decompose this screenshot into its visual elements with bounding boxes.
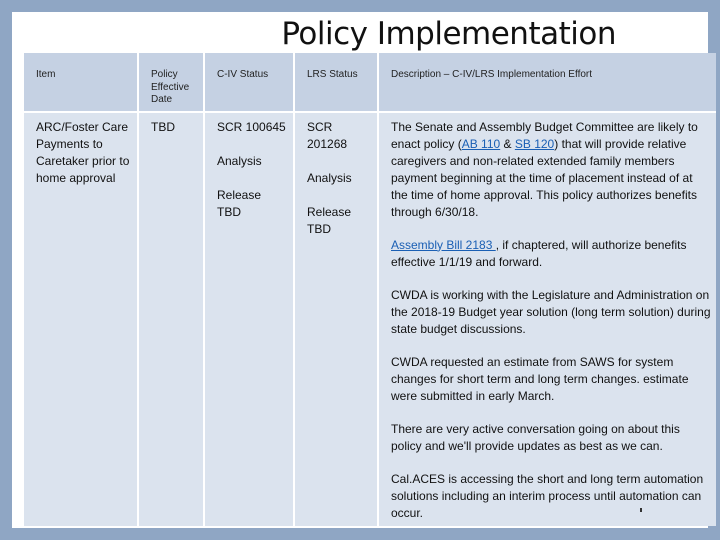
- lrs-analysis: Analysis: [307, 170, 352, 185]
- slide-marker: [640, 508, 642, 512]
- column-header-lrs-status: LRS Status: [294, 53, 378, 112]
- ab-110-link[interactable]: AB 110: [461, 136, 501, 151]
- description-paragraph-4: CWDA requested an estimate from SAWS for system changes for short term and long term changes. estimate were submitted in early March.: [391, 354, 689, 403]
- slide: [12, 12, 711, 528]
- column-header-description: Description – C-IV/LRS Implementation Effort: [378, 53, 716, 112]
- civ-scr: SCR 100645: [217, 119, 286, 134]
- table-row: [24, 112, 716, 526]
- cell-description: [378, 112, 716, 526]
- cell-effective-date: TBD: [138, 112, 204, 526]
- civ-release: Release TBD: [217, 187, 262, 219]
- cell-lrs-status: [294, 112, 378, 526]
- sb-120-link[interactable]: SB 120: [514, 136, 555, 151]
- description-paragraph-2: Assembly Bill 2183 , if chaptered, will authorize benefits effective 1/1/19 and forward.: [391, 237, 687, 269]
- column-header-effective-date: Policy Effective Date: [138, 53, 204, 112]
- description-paragraph-1: The Senate and Assembly Budget Committee are likely to enact policy (AB 110 & SB 120) that will provide relative caregivers and non-related extended family members payment beginning at the time of placement instead of at the time of home approval. This policy authorizes benefits through 6/30/18.: [391, 119, 698, 219]
- column-header-civ-status: C-IV Status: [204, 53, 294, 112]
- policy-table: [24, 53, 716, 526]
- cell-item: ARC/Foster Care Payments to Caretaker prior to home approval: [24, 112, 138, 526]
- page-title: Policy Implementation: [281, 16, 616, 52]
- lrs-release: Release TBD: [307, 204, 352, 236]
- cell-civ-status: [204, 112, 294, 526]
- description-paragraph-6: Cal.ACES is accessing the short and long term automation solutions including an interim process until automation can occur.: [391, 471, 704, 520]
- assembly-bill-2183-link[interactable]: Assembly Bill 2183: [391, 237, 496, 252]
- table-header-row: [24, 53, 716, 112]
- civ-analysis: Analysis: [217, 153, 262, 168]
- column-header-item: Item: [24, 53, 138, 112]
- description-paragraph-5: There are very active conversation going on about this policy and we'll provide updates as best as we can.: [391, 421, 680, 453]
- description-paragraph-3: CWDA is working with the Legislature and Administration on the 2018-19 Budget year solution (long term solution) during state budget discussions.: [391, 287, 711, 336]
- lrs-scr: SCR 201268: [307, 119, 348, 151]
